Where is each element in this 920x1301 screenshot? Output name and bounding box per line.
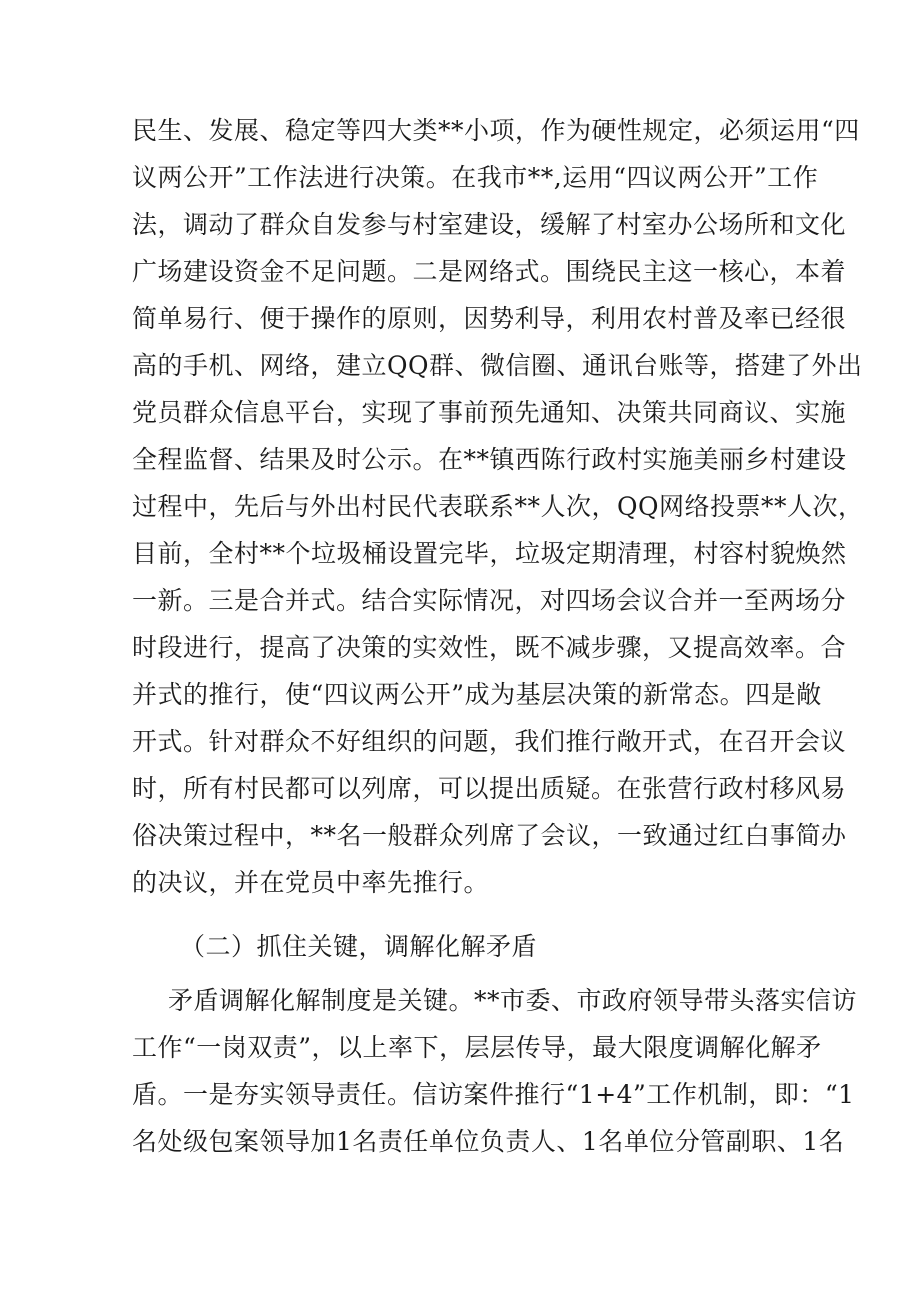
section-heading: （二）抓住关键，调解化解矛盾 xyxy=(180,932,538,961)
text-line: 工作“一岗双责”，以上率下，层层传导，最大限度调解化解矛 xyxy=(132,1033,822,1062)
text-line: 的决议，并在党员中率先推行。 xyxy=(132,868,490,897)
text-line: 并式的推行，使“四议两公开”成为基层决策的新常态。四是敞 xyxy=(132,680,822,709)
text-line: 盾。一是夯实领导责任。信访案件推行“1+4”工作机制，即：“1 xyxy=(132,1080,855,1109)
text-line: 时，所有村民都可以列席，可以提出质疑。在张营行政村移风易 xyxy=(132,774,847,803)
text-line: 时段进行，提高了决策的实效性，既不减步骤，又提高效率。合 xyxy=(132,633,847,662)
text-line: 目前，全村**个垃圾桶设置完毕，垃圾定期清理，村容村貌焕然 xyxy=(132,539,847,568)
text-line: 矛盾调解化解制度是关键。**市委、市政府领导带头落实信访 xyxy=(168,986,858,1015)
text-line: 一新。三是合并式。结合实际情况，对四场会议合并一至两场分 xyxy=(132,586,847,615)
text-line: 过程中，先后与外出村民代表联系**人次，QQ网络投票**人次， xyxy=(132,492,864,521)
text-line: 简单易行、便于操作的原则，因势利导，利用农村普及率已经很 xyxy=(132,304,847,333)
text-line: 广场建设资金不足问题。二是网络式。围绕民主这一核心，本着 xyxy=(132,257,847,286)
text-line: 名处级包案领导加1名责任单位负责人、1名单位分管副职、1名 xyxy=(132,1127,845,1156)
text-line: 俗决策过程中，**名一般群众列席了会议，一致通过红白事简办 xyxy=(132,821,847,850)
text-line: 议两公开”工作法进行决策。在我市**,运用“四议两公开”工作 xyxy=(132,163,819,192)
text-line: 高的手机、网络，建立QQ群、微信圈、通讯台账等，搭建了外出 xyxy=(132,351,863,380)
text-line: 法，调动了群众自发参与村室建设，缓解了村室办公场所和文化 xyxy=(132,210,847,239)
text-line: 全程监督、结果及时公示。在**镇西陈行政村实施美丽乡村建设 xyxy=(132,445,847,474)
text-line: 党员群众信息平台，实现了事前预先通知、决策共同商议、实施 xyxy=(132,398,847,427)
text-line: 开式。针对群众不好组织的问题，我们推行敞开式，在召开会议 xyxy=(132,727,847,756)
text-line: 民生、发展、稳定等四大类**小项，作为硬性规定，必须运用“四 xyxy=(132,116,860,145)
